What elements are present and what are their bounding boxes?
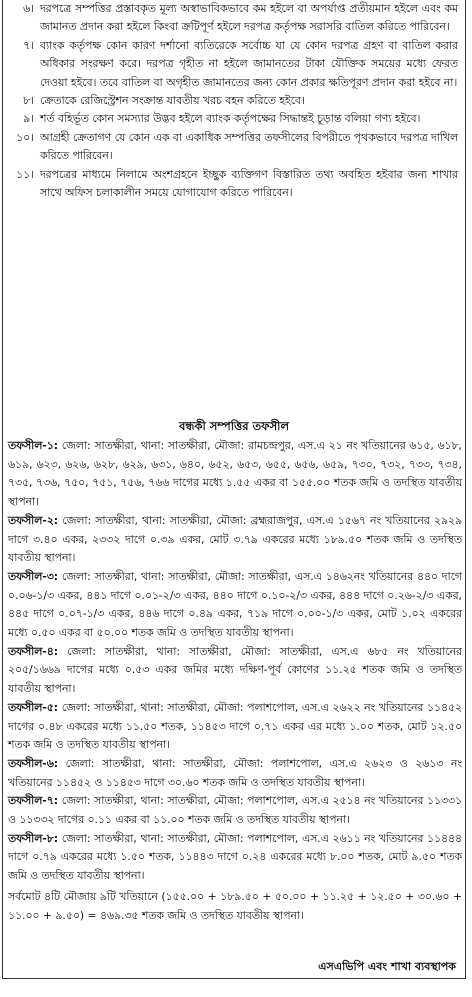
schedule-item <box>8 643 462 699</box>
term-text: ক্রেতাকে রেজিস্ট্রেশন সংক্রান্ত যাবতীয় খরচ বহন করিতে হইবে। <box>40 94 305 108</box>
term-text: দরপত্রের মাধ্যমে নিলামে অংশগ্রহনে ইচ্ছুক ব্যক্তিগণ বিস্তারিত তথ্য অবহিত হইবার জন্য শাখার সাথে অফিস চলাকালীন সময়ে যোগাযোগ করিতে পারিবেন। <box>40 167 458 200</box>
schedule-text: জেলা: সাতক্ষীরা, থানা: সাতক্ষীরা, মৌজা: পলাশপোল, এস.এ ২৬২৩ ও ২৬১৩ নং খতিয়ানের ১১৪৫২ ও ১১৪৫৩ দাগে ৩০.৬০ শতক জমি ও তদস্থিত যাবতীয় স্থাপনা। <box>8 756 463 789</box>
schedule-label: তফসীল-১: <box>8 439 59 452</box>
schedule-text: জেলা: সাতক্ষীরা, থানা: সাতক্ষীরা, মৌজা: সাতক্ষীরা, এস.এ ৬৮৫ নং খতিয়ানের ২০৫/১৬৬৯ দাগের মধ্যে ০.৫৩ একর জমির মধ্যে দক্ষিণ-পূর্ব কোণের ১১.২৫ শতক জমি ও তদস্থিত যাবতীয় স্থাপনা। <box>8 644 462 696</box>
schedule-item <box>8 699 462 755</box>
term-number: ৭। <box>23 38 34 52</box>
term-text: আগ্রহী ক্রেতাগণ যে কোন এক বা একাধিক সম্পত্তির তফসীলের বিপরীতে পৃথকভাবে দরপত্র দাখিল করিতে পারিবেন। <box>40 130 458 163</box>
signature-block: এসএভিপি এবং শাখা ব্যবস্থাপক <box>318 960 456 973</box>
schedule-text: জেলা: সাতক্ষীরা, থানা: সাতক্ষীরা, মৌজা: পলাশপোল, এস.এ ২৬২২ নং খতিয়ানের ১১৪৫২ দাগের ০.৪৮ একরের মধ্যে ১১.৫০ শতক, ১১৪৫৩ দাগে ০.৭১ একর এর মধ্যে ১.০০ শতক, মোট ১২.৫০ শতক জমি ও তদস্থিত যাবতীয় স্থাপনা। <box>8 700 462 752</box>
terms-list <box>2 0 464 202</box>
term-text: ব্যাংক কর্তৃপক্ষ কোন কারণ দর্শানো ব্যতিরেকে সর্বোচ্চ যা যে কোন দরপত্র গ্রহণ বা বাতিল করার অধিকার সংরক্ষণ করে। দরপত্র গৃহীত না হইলে জামানতের টাকা যৌক্তিক সময়ের মধ্যে ফেরত দেওয়া হইবে। তবে বাতিল বা অগৃহীত জামানতের জন্য কোন প্রকার ক্ষতিপূরণ প্রদান করা হইবে না। <box>40 38 458 89</box>
section-title: বন্ধকী সম্পত্তির তফসীল <box>178 419 290 433</box>
term-item <box>2 92 464 110</box>
schedule-label: তফসীল-৭: <box>8 794 59 808</box>
term-number: ৮। <box>23 94 34 108</box>
term-text: শর্ত বহির্ভূত কোন সমস্যার উদ্ভব হইলে ব্যাংক কর্তৃপক্ষের সিদ্ধান্তই চূড়ান্ত বলিয়া গণ্য হইবে। <box>40 112 421 126</box>
schedule-item <box>8 437 462 512</box>
schedule-text: জেলা: সাতক্ষীরা, থানা: সাতক্ষীরা, মৌজা: সাতক্ষীরা, এস.এ ১৪৬২নং খতিয়ানের ৪৪০ দাগে ০.০৬-১/৩ একর, ৪৪১ দাগে ০.০১-২/৩ একর, ৪৪০ দাগে ০.১০-২/৩ একর, ৪৪৪ দাগে ০.২৬-২/৩ একর, ৪৪৫ দাগে ০.০৭-১/৩ একর, ৪৪৬ দাগে ০.৪৯ একর, ৭১৯ দাগে ০.০০-১/৩ একর, মোট ১.০২ একরের মধ্যে ০.৫০ একর বা ৫০.০০ শতক জমি ও তদস্থিত যাবতীয় স্থাপনা। <box>8 569 463 640</box>
term-item <box>2 0 464 37</box>
term-text: দরপত্রে সম্পত্তির প্রস্তাবকৃত মূল্য অস্বাভাবিকভাবে কম হইলে বা অপর্যাপ্ত প্রতীয়মান হইলে এবং কম জামানত প্রদান করা হইলে কিংবা ক্রটিপূর্ণ হইলে দরপত্র কর্তৃপক্ষ সরাসরি বাতিল করিতে পারিবেন। <box>40 2 458 34</box>
schedule-list <box>8 437 462 925</box>
schedule-label: তফসীল-৪: <box>8 644 59 658</box>
term-item <box>2 166 464 203</box>
schedule-label: তফসীল-৫: <box>8 700 59 714</box>
term-item <box>2 129 464 166</box>
schedule-item <box>8 792 462 829</box>
schedule-text: জেলা: সাতক্ষীরা, থানা: সাতক্ষীরা, মৌজা: ব্রহ্মরাজপুর, এস.এ ১৫৬৭ নং খতিয়ানের ২৯২৯ দাগে ৩.৪০ একর, ২৩৩২ দাগে ০.৩৯ একর, মোট ৩.৭৯ একরের মধ্যে ১৮৯.৫০ শতক জমি ও তদস্থিত যাবতীয় স্থাপনা। <box>8 513 462 565</box>
schedule-text: জেলা: সাতক্ষীরা, থানা: সাতক্ষীরা, মৌজা: পলাশপোল, এস.এ ২৬১১ নং খতিয়ানের ১১৪৪৪ দাগে ০.৭৯ একরের মধ্যে ১.৫০ শতক, ১১৪৪৩ দাগে ০.২৪ একরের মধ্যে ৮.০০ শতক, মোট ৯.৫০ শতক জমি ও তদস্থিত যাবতীয় স্থাপনা। <box>8 831 462 883</box>
schedule-item <box>8 512 462 568</box>
schedule-label: তফসীল-৮: <box>8 831 59 845</box>
schedule-item <box>8 568 462 643</box>
schedule-label: তফসীল-২: <box>8 513 59 527</box>
term-number: ৬। <box>23 2 34 15</box>
term-number: ১১। <box>16 167 34 181</box>
schedule-label: তফসীল-৩: <box>8 569 59 583</box>
term-item <box>2 37 464 92</box>
schedule-item <box>8 755 462 792</box>
schedule-text: জেলা: সাতক্ষীরা, থানা: সাতক্ষীরা, মৌজা: পলাশপোল, এস.এ ২৫১৪ নং খতিয়ানের ১১৩৩১ ও ১১৩৩২ দাগের ০.১১ একর বা ১১.০০ শতক জমি ও তদস্থিত যাবতীয় স্থাপনা। <box>8 794 462 827</box>
schedule-text: জেলা: সাতক্ষীরা, থানা: সাতক্ষীরা, মৌজা: রামচন্দ্রপুর, এস.এ ২১ নং খতিয়ানের ৬১৫, ৬১৮, ৬১৯, ৬২৩, ৬২৬, ৬২৮, ৬২৯, ৬৩১, ৬৪০, ৬৫২, ৬৫৩, ৬৫৫, ৬৫৬, ৬৫৯, ৭৩০, ৭৩২, ৭৩৩, ৭৩৪, ৭৩৫, ৭৩৬, ৭৫০, ৭৫১, ৭৫৬, ৭৬৬ দাগের মধ্যে ১.৫৫ একর বা ১৫৫.০০ শতক জমি ও তদস্থিত যাবতীয় স্থাপনা। <box>8 439 462 509</box>
term-item <box>2 110 464 128</box>
schedule-label: তফসীল-৬: <box>8 756 59 770</box>
term-number: ১০। <box>16 130 34 144</box>
schedule-item <box>8 830 462 886</box>
total-summary: সর্বমোট ৪টি মৌজায় ৯টি খতিয়ানে (১৫৫.০০ + ১৮৯.৫০ + ৫০.০০ + ১১.২৫ + ১২.৫০ + ৩০.৬০ + ১১.০০ + ৯.৫০) = ৪৬৯.৩৫ শতক জমি ও তদস্থিত যাবতীয় স্থাপনা। <box>8 889 462 922</box>
term-number: ৯। <box>23 112 34 126</box>
